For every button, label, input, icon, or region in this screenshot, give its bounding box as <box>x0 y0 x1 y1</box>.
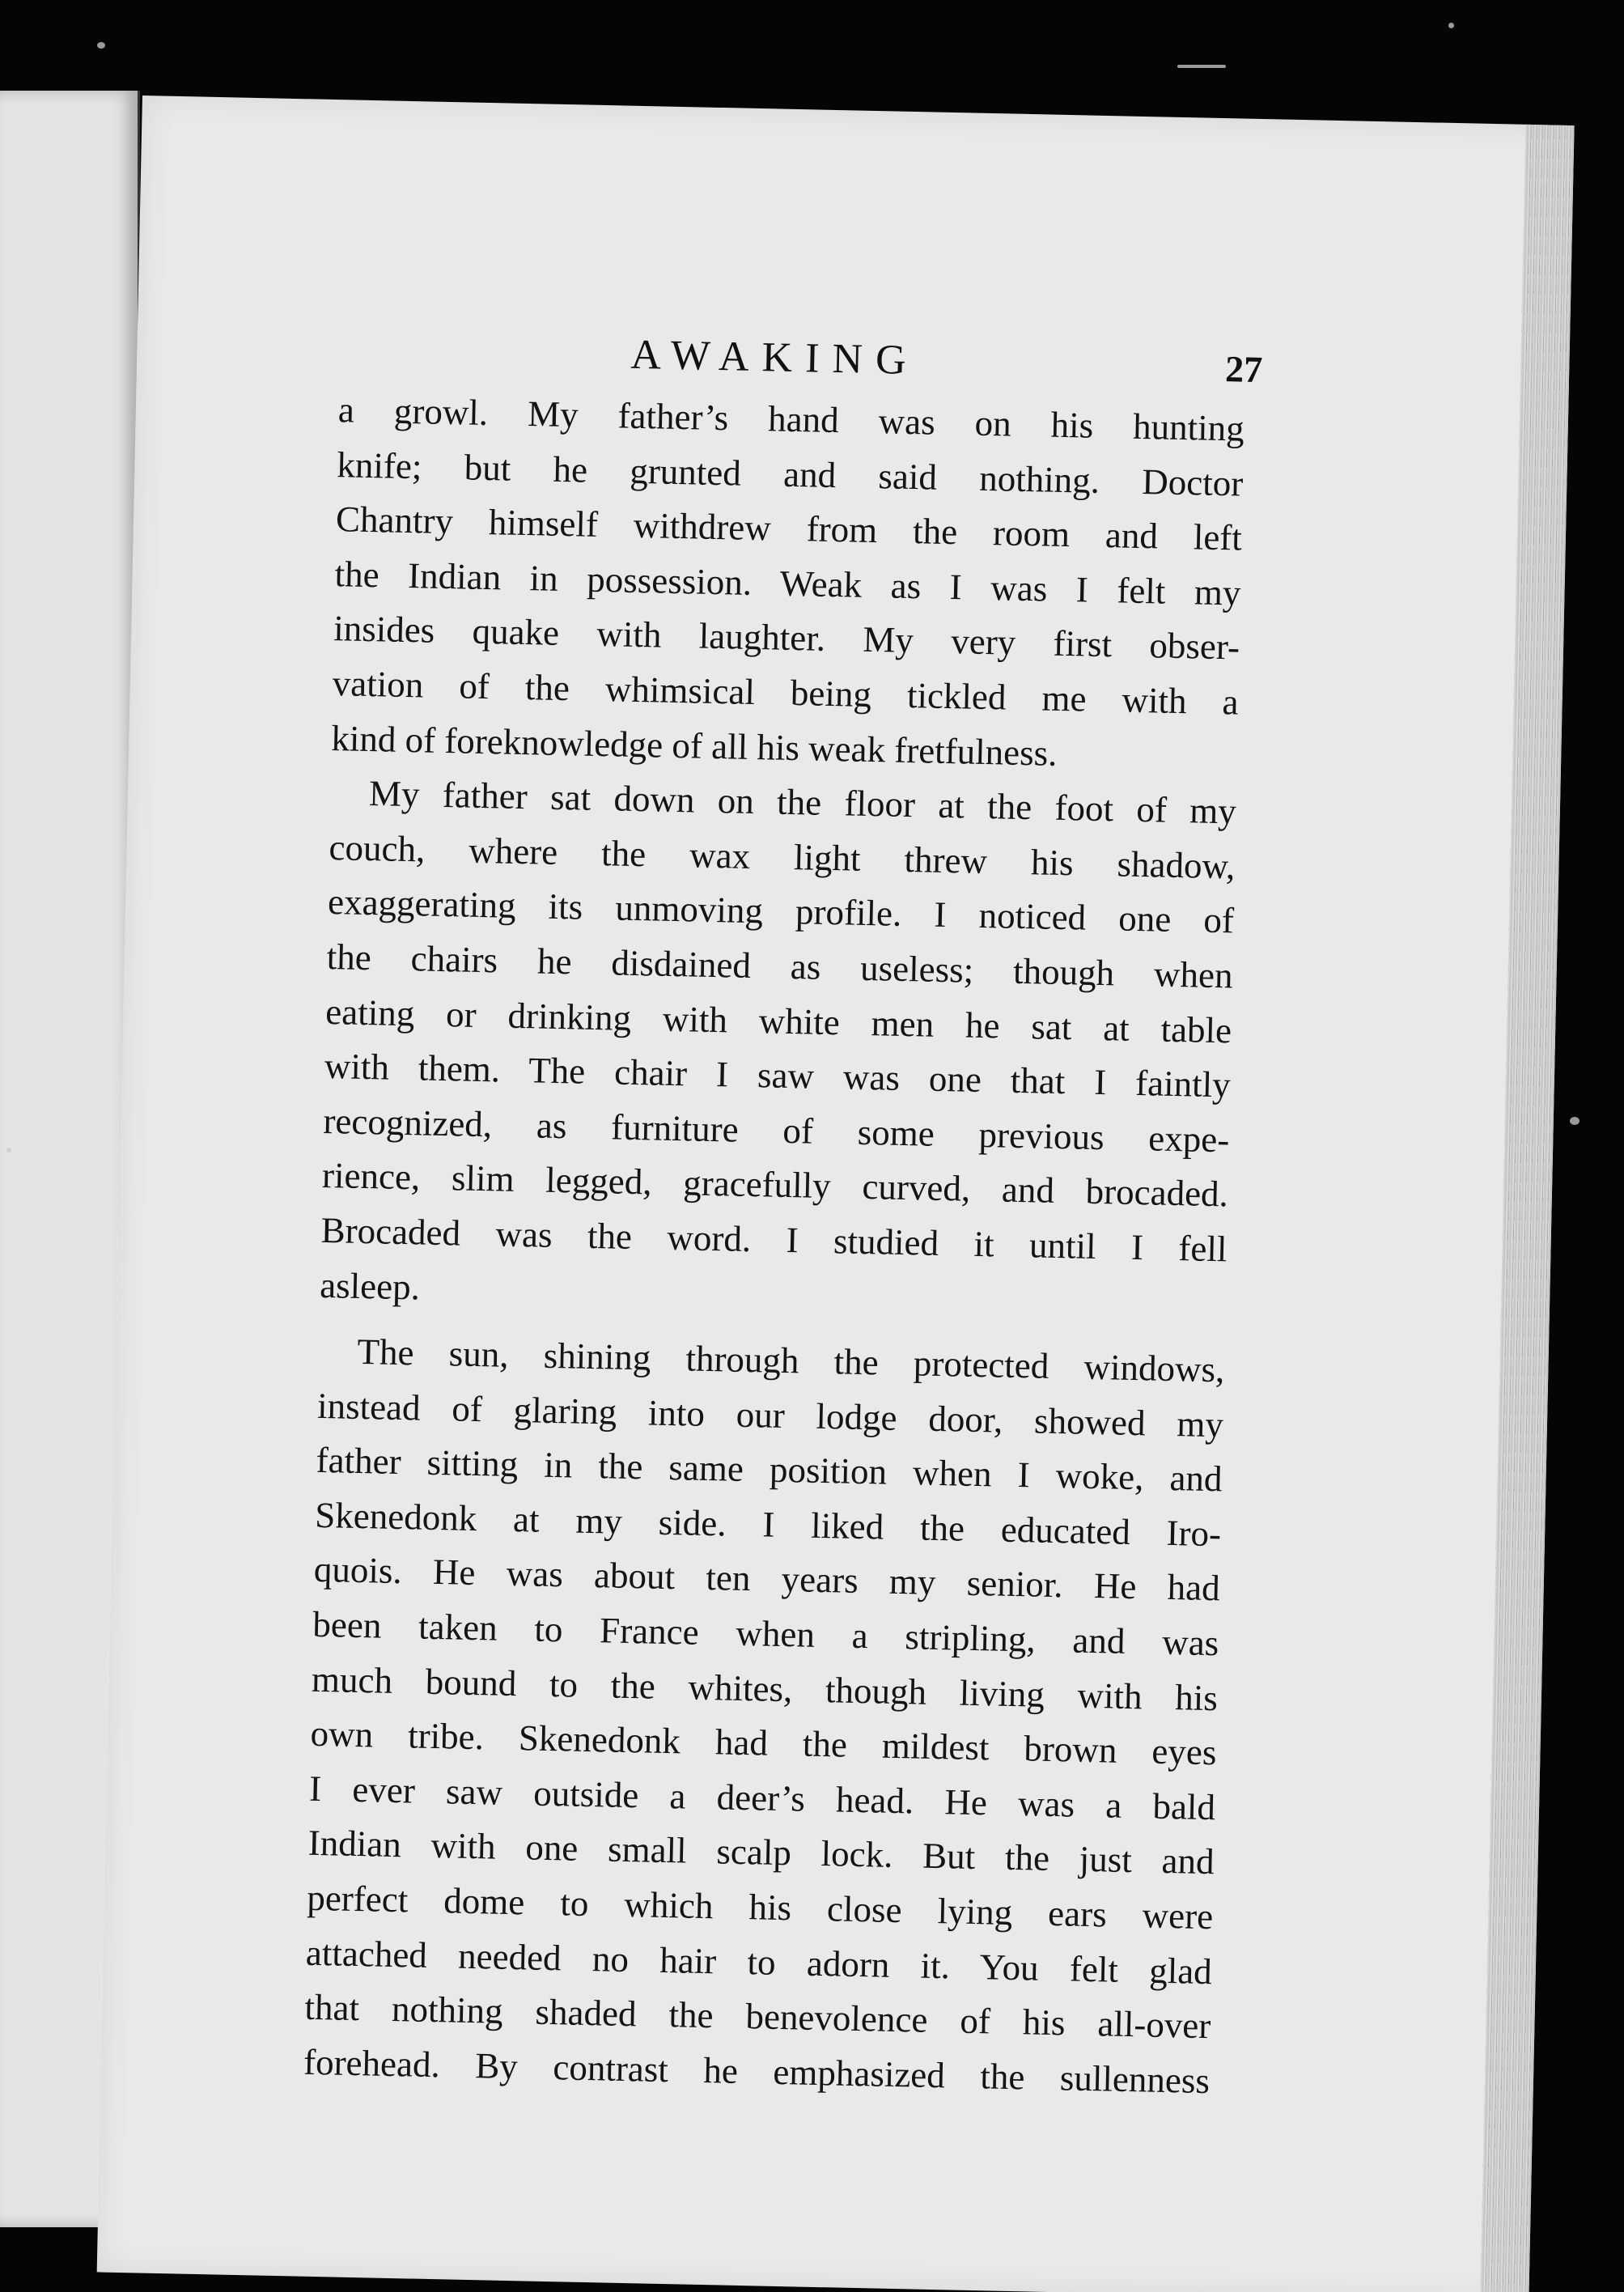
text-line: the Indian in possession. Weak as I was I felt my <box>334 553 1241 613</box>
text-line: recognized, as furniture of some previous expe- <box>322 1100 1230 1161</box>
text-line: own tribe. Skenedonk had the mildest brown eyes <box>310 1713 1217 1773</box>
text-line: much bound to the whites, though living with his <box>311 1658 1219 1718</box>
paragraph-2 <box>320 766 1237 1331</box>
book-page <box>97 96 1575 2292</box>
running-head: AWAKING <box>630 331 920 384</box>
text-line: My father sat down on the floor at the foot of my <box>368 773 1237 832</box>
dust-speck <box>1177 65 1226 68</box>
text-line: kind of foreknowledge of all his weak fretfulness. <box>330 717 1058 774</box>
text-line: quois. He was about ten years my senior. He had <box>313 1549 1221 1609</box>
dust-speck <box>1448 23 1454 28</box>
dust-speck <box>6 1148 11 1152</box>
text-line: The sun, shining through the protected windows, <box>357 1331 1225 1390</box>
text-line: Indian with one small scalp lock. But the just and <box>307 1823 1215 1882</box>
paragraph-1 <box>331 383 1245 785</box>
text-line: instead of glaring into our lodge door, showed my <box>316 1385 1224 1445</box>
text-line: I ever saw outside a deer’s head. He was a bald <box>308 1768 1216 1828</box>
text-line: that nothing shaded the benevolence of his all-over <box>304 1986 1211 2047</box>
text-line: with them. The chair I saw was one that I faintly <box>324 1046 1232 1106</box>
page-stack-edges <box>1480 125 1574 2292</box>
text-line: couch, where the wax light threw his shadow, <box>329 826 1236 887</box>
text-line: been taken to France when a stripling, and was <box>312 1603 1219 1664</box>
paragraph-3 <box>303 1324 1225 2109</box>
text-line: forehead. By contrast he emphasized the sullenness <box>303 2041 1211 2101</box>
text-line: eating or drinking with white men he sat at table <box>324 991 1232 1050</box>
text-line: attached needed no hair to adorn it. You felt glad <box>305 1932 1213 1992</box>
text-line: exaggerating its unmoving profile. I noticed one of <box>327 881 1235 941</box>
text-line: vation of the whimsical being tickled me with a <box>332 663 1240 723</box>
text-line: the chairs he disdained as useless; though when <box>326 936 1234 996</box>
text-line: knife; but he grunted and said nothing. Doctor <box>336 444 1244 504</box>
text-line: Skenedonk at my side. I liked the educated Iro- <box>314 1494 1222 1555</box>
page-number: 27 <box>1224 348 1263 391</box>
dust-speck <box>97 42 105 49</box>
text-line: a growl. My father’s hand was on his hunting <box>337 389 1245 449</box>
body-text <box>303 383 1245 2108</box>
text-line: father sitting in the same position when I woke, and <box>316 1440 1223 1500</box>
text-line: rience, slim legged, gracefully curved, and brocaded. <box>321 1155 1229 1215</box>
text-line: Brocaded was the word. I studied it until I fell <box>320 1209 1228 1270</box>
dust-speck <box>1570 1117 1579 1125</box>
text-line: asleep. <box>319 1264 421 1307</box>
text-line: Chantry himself withdrew from the room and left <box>335 499 1243 558</box>
text-line: insides quake with laughter. My very first obser- <box>333 608 1240 668</box>
text-line: perfect dome to which his close lying ears were <box>306 1877 1214 1938</box>
